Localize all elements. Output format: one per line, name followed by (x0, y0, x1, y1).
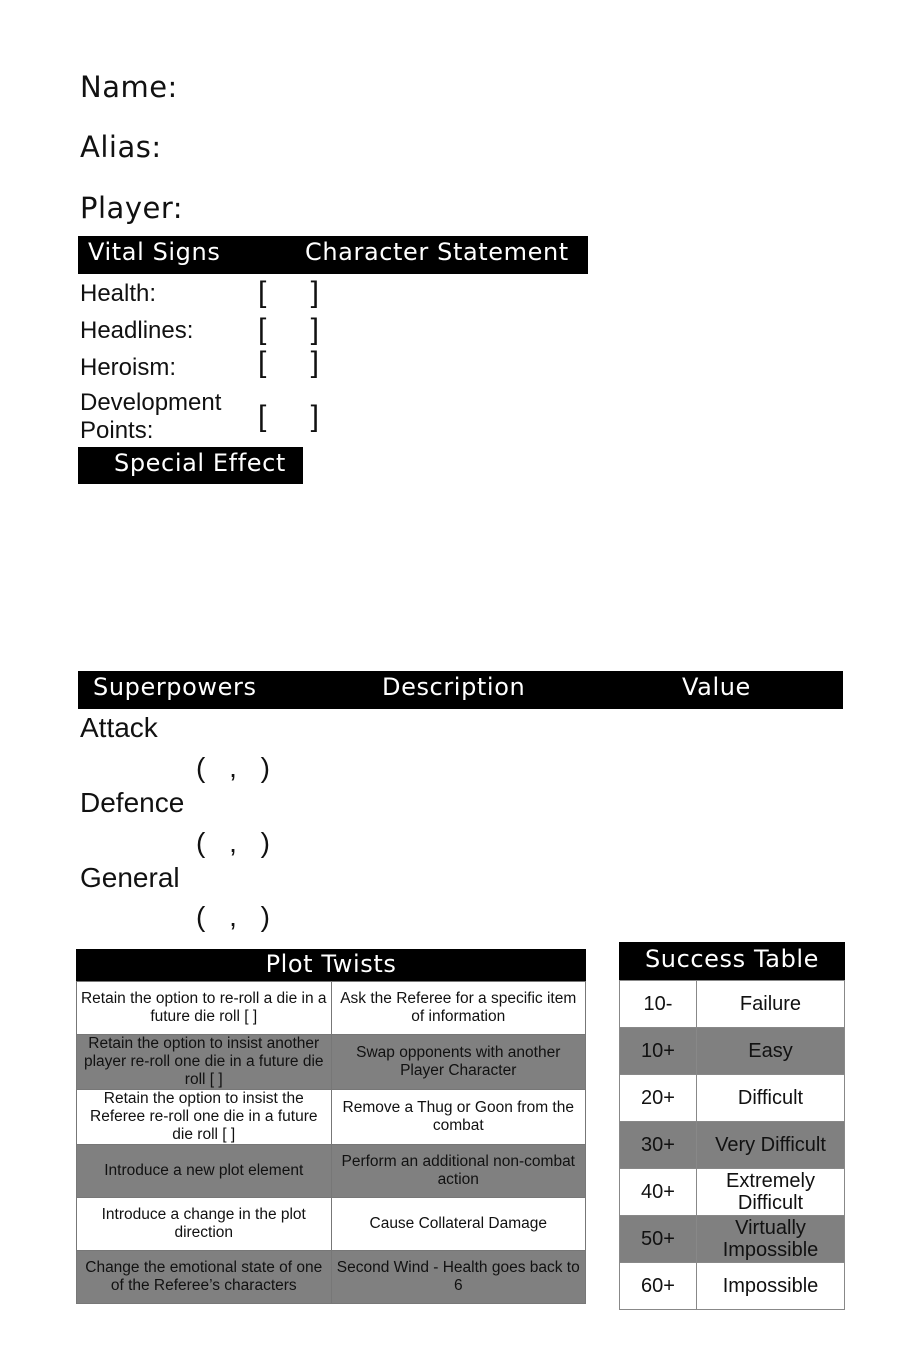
superpower-slot-defence[interactable]: ( , ) (196, 827, 278, 858)
superpowers-header (78, 671, 843, 709)
plot-twist-option[interactable]: Perform an additional non-combat action (331, 1145, 586, 1198)
plot-twist-option[interactable]: Retain the option to insist another player re-roll one die in a future die roll [ ] (77, 1035, 332, 1090)
success-roll: 10+ (620, 1028, 697, 1075)
plot-twist-option[interactable]: Introduce a new plot element (77, 1145, 332, 1198)
success-row (620, 1169, 845, 1216)
success-roll: 40+ (620, 1169, 697, 1216)
alias-label: Alias: (80, 130, 162, 164)
success-result: Extremely Difficult (697, 1169, 845, 1216)
plot-twist-option[interactable]: Swap opponents with another Player Character (331, 1035, 586, 1090)
vital-label-development-points: Development Points: (80, 389, 222, 444)
plot-twist-option[interactable]: Remove a Thug or Goon from the combat (331, 1090, 586, 1145)
plot-twist-row (77, 1198, 586, 1251)
success-roll: 10- (620, 981, 697, 1028)
plot-twists-title: Plot Twists (265, 950, 397, 978)
success-result: Very Difficult (697, 1122, 845, 1169)
character-statement-title: Character Statement (305, 238, 569, 266)
name-label: Name: (80, 70, 178, 104)
vital-label-heroism: Heroism: (80, 354, 177, 381)
plot-twist-row (77, 1145, 586, 1198)
success-table-title: Success Table (644, 945, 820, 973)
superpower-category-defence: Defence (80, 787, 185, 818)
vital-signs-title: Vital Signs (88, 238, 221, 266)
success-row (620, 1263, 845, 1310)
vital-signs-header (78, 236, 588, 274)
plot-twist-option[interactable]: Ask the Referee for a specific item of information (331, 982, 586, 1035)
special-effect-header (78, 447, 303, 484)
plot-twist-row (77, 1251, 586, 1304)
vital-box-heroism[interactable]: [ ] (258, 346, 338, 379)
success-result: Failure (697, 981, 845, 1028)
description-title: Description (382, 673, 526, 701)
plot-twist-option[interactable]: Introduce a change in the plot direction (77, 1198, 332, 1251)
plot-twist-option[interactable]: Retain the option to insist the Referee re-roll one die in a future die roll [ ] (77, 1090, 332, 1145)
vital-label-headlines: Headlines: (80, 317, 194, 344)
success-roll: 30+ (620, 1122, 697, 1169)
plot-twist-row (77, 982, 586, 1035)
success-result: Difficult (697, 1075, 845, 1122)
plot-twist-option[interactable]: Cause Collateral Damage (331, 1198, 586, 1251)
superpower-category-general: General (80, 862, 180, 893)
plot-twist-option[interactable]: Retain the option to re-roll a die in a future die roll [ ] (77, 982, 332, 1035)
vital-box-headlines[interactable]: [ ] (258, 313, 338, 346)
success-table (619, 980, 845, 1310)
player-label: Player: (80, 191, 184, 225)
plot-twist-row (77, 1090, 586, 1145)
plot-twist-option[interactable]: Change the emotional state of one of the Referee’s characters (77, 1251, 332, 1304)
superpower-category-attack: Attack (80, 712, 158, 743)
plot-twist-option[interactable]: Second Wind - Health goes back to 6 (331, 1251, 586, 1304)
vital-box-development-points[interactable]: [ ] (258, 400, 338, 433)
success-result: Impossible (697, 1263, 845, 1310)
vital-label-health: Health: (80, 280, 157, 307)
success-row (620, 1075, 845, 1122)
success-row (620, 1028, 845, 1075)
success-table-header (619, 942, 845, 980)
success-roll: 20+ (620, 1075, 697, 1122)
success-row (620, 981, 845, 1028)
value-title: Value (682, 673, 751, 701)
plot-twist-row (77, 1035, 586, 1090)
vital-box-health[interactable]: [ ] (258, 276, 338, 309)
plot-twists-header (76, 949, 586, 981)
special-effect-title: Special Effect (114, 449, 286, 477)
success-row (620, 1216, 845, 1263)
success-row (620, 1122, 845, 1169)
plot-twists-table (76, 981, 586, 1304)
success-result: Easy (697, 1028, 845, 1075)
superpower-slot-general[interactable]: ( , ) (196, 901, 278, 932)
superpower-slot-attack[interactable]: ( , ) (196, 752, 278, 783)
success-result: Virtually Impossible (697, 1216, 845, 1263)
superpowers-title: Superpowers (93, 673, 257, 701)
success-roll: 60+ (620, 1263, 697, 1310)
success-roll: 50+ (620, 1216, 697, 1263)
